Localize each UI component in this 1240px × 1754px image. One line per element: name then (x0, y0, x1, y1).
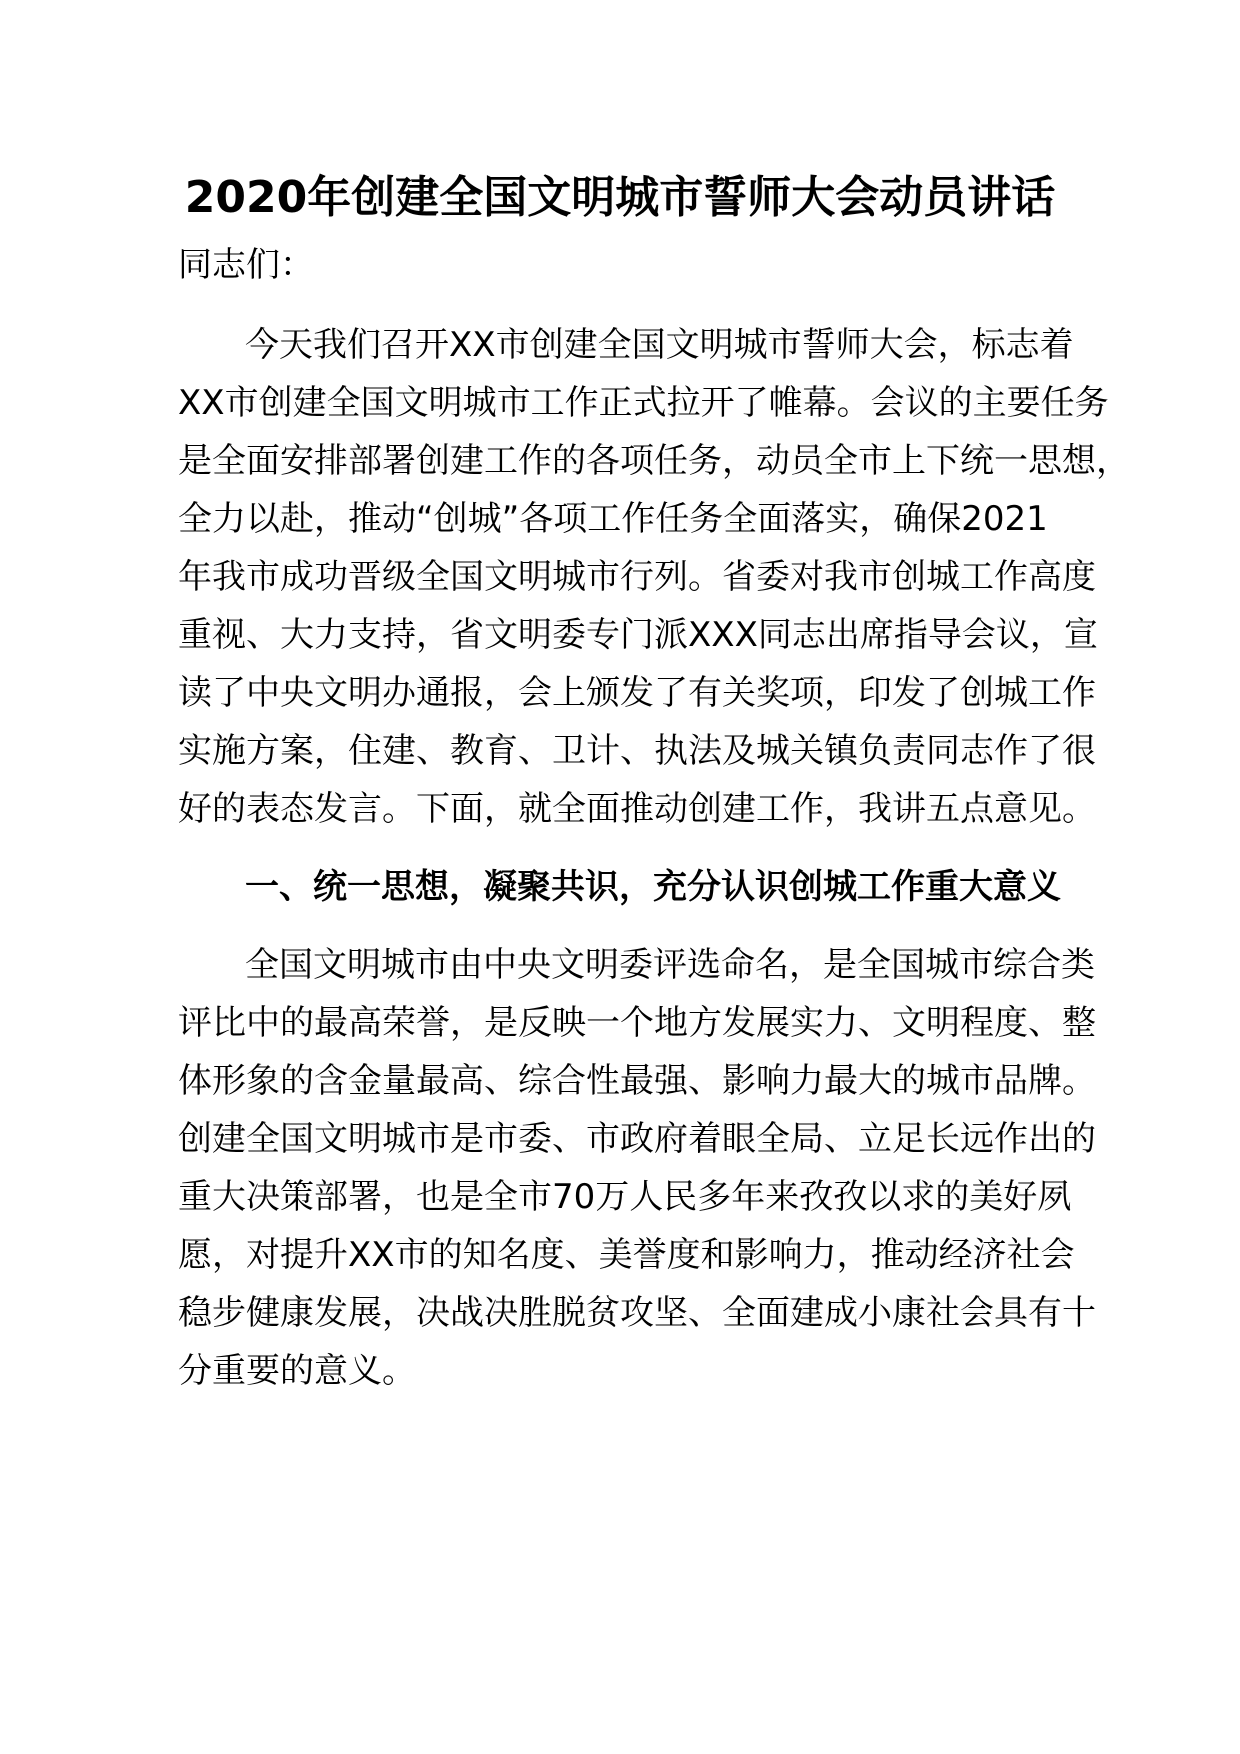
paragraph-2-line: 愿，对提升XX市的知名度、美誉度和影响力，推动经济社会 (178, 1235, 1075, 1275)
paragraph-2-line: 重大决策部署，也是全市70万人民多年来孜孜以求的美好夙 (178, 1177, 1072, 1217)
paragraph-1-line: 今天我们召开XX市创建全国文明城市誓师大会，标志着 (245, 325, 1074, 365)
section-1-heading: 一、统一思想，凝聚共识，充分认识创城工作重大意义 (245, 867, 1061, 907)
paragraph-2-line: 分重要的意义。 (178, 1351, 416, 1391)
paragraph-1-line: XX市创建全国文明城市工作正式拉开了帷幕。会议的主要任务 (178, 383, 1109, 423)
salutation: 同志们： (178, 245, 314, 285)
paragraph-1-line: 好的表态发言。下面，就全面推动创建工作，我讲五点意见。 (178, 789, 1096, 829)
paragraph-2-line: 创建全国文明城市是市委、市政府着眼全局、立足长远作出的 (178, 1119, 1096, 1159)
paragraph-2-line: 稳步健康发展，决战决胜脱贫攻坚、全面建成小康社会具有十 (178, 1293, 1096, 1333)
paragraph-1-line: 实施方案，住建、教育、卫计、执法及城关镇负责同志作了很 (178, 731, 1096, 771)
paragraph-2-line: 评比中的最高荣誉，是反映一个地方发展实力、文明程度、整 (178, 1003, 1096, 1043)
paragraph-1-line: 是全面安排部署创建工作的各项任务，动员全市上下统一思想， (178, 441, 1130, 481)
paragraph-1-line: 全力以赴，推动“创城”各项工作任务全面落实，确保2021 (178, 499, 1048, 539)
document-title: 2020年创建全国文明城市誓师大会动员讲话 (184, 172, 1056, 223)
paragraph-1-line: 读了中央文明办通报，会上颁发了有关奖项，印发了创城工作 (178, 673, 1096, 713)
paragraph-2-line: 体形象的含金量最高、综合性最强、影响力最大的城市品牌。 (178, 1061, 1096, 1101)
paragraph-2-line: 全国文明城市由中央文明委评选命名，是全国城市综合类 (245, 945, 1095, 985)
paragraph-1-line: 重视、大力支持，省文明委专门派XXX同志出席指导会议，宣 (178, 615, 1098, 655)
paragraph-1-line: 年我市成功晋级全国文明城市行列。省委对我市创城工作高度 (178, 557, 1096, 597)
